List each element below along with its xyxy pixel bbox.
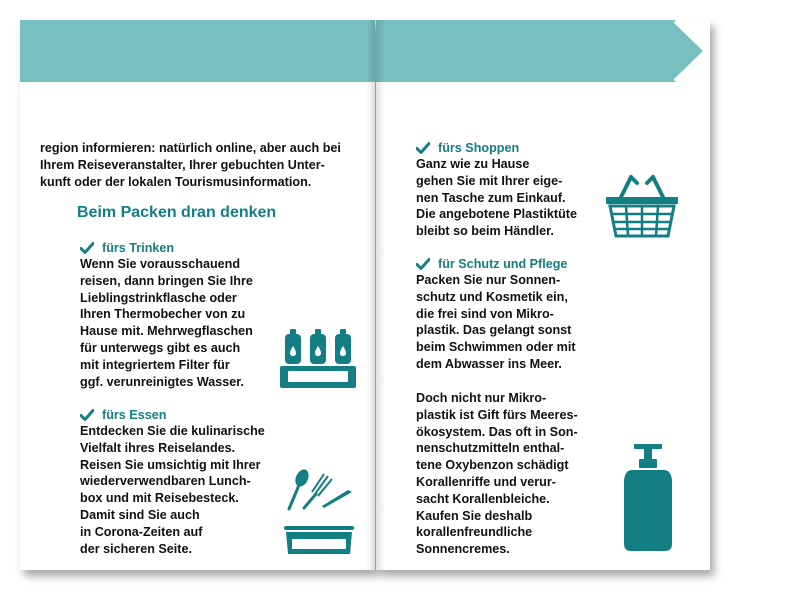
body-line: Entdecken Sie die kulinarische <box>80 424 265 438</box>
item-title: fürs Shoppen <box>438 141 520 155</box>
body-line: bleibt so beim Händler. <box>416 224 554 239</box>
body-line: die frei sind von Mikro- <box>416 306 554 321</box>
body-line: Korallenriffe und verur- <box>416 474 556 489</box>
body-line: mit integriertem Filter für <box>80 357 230 372</box>
left-page-banner <box>20 20 375 82</box>
body-line: Ihren Thermobecher von zu <box>80 307 246 322</box>
body-line: Doch nicht nur Mikro- <box>416 391 547 405</box>
body-line: Packen Sie nur Sonnen- <box>416 273 561 287</box>
checkmark-icon <box>80 241 94 255</box>
body-line: ökosystem. Das oft in Son- <box>416 424 578 439</box>
intro-line: Ihrem Reiseveranstalter, Ihrer gebuchten Unter- <box>40 157 325 172</box>
body-line: schutz und Kosmetik ein, <box>416 289 568 304</box>
checkmark-icon <box>416 141 430 155</box>
body-line: in Corona-Zeiten auf <box>80 524 203 539</box>
right-page-banner <box>376 20 710 82</box>
body-line: Die angebotene Plastiktüte <box>416 207 577 222</box>
body-line: für unterwegs gibt es auch <box>80 340 241 355</box>
body-line: reisen, dann bringen Sie Ihre <box>80 273 253 288</box>
body-line: Kaufen Sie deshalb <box>416 508 533 523</box>
body-line: Wenn Sie vorausschauend <box>80 257 241 271</box>
body-line: dem Abwasser ins Meer. <box>416 356 562 371</box>
body-line: sacht Korallenbleiche. <box>416 491 550 506</box>
item-heading <box>416 256 636 272</box>
left-page <box>20 20 375 570</box>
body-line: plastik ist Gift fürs Meeres- <box>416 407 578 422</box>
item-title: fürs Trinken <box>102 241 175 255</box>
item-schutz-pflege <box>416 256 636 373</box>
body-line: box und mit Reisebesteck. <box>80 491 239 506</box>
shopping-basket-icon <box>604 173 680 239</box>
body-line: der sicheren Seite. <box>80 541 192 556</box>
item-title: fürs Essen <box>102 408 167 422</box>
body-line: korallenfreundliche <box>416 525 533 540</box>
item-heading <box>416 140 626 156</box>
body-line: beim Schwimmen oder mit <box>416 340 576 355</box>
item-trinken <box>80 240 280 390</box>
item-shoppen <box>416 140 626 240</box>
pump-bottle-icon <box>622 444 674 552</box>
cutlery-lunchbox-icon <box>282 466 358 556</box>
body-line: tene Oxybenzon schädigt <box>416 458 569 473</box>
body-line: Lieblingstrinkflasche oder <box>80 290 237 305</box>
body-line: ggf. verunreinigtes Wasser. <box>80 374 245 389</box>
checkmark-icon <box>80 408 94 422</box>
item-title: für Schutz und Pflege <box>438 257 568 271</box>
body-line: Sonnencremes. <box>416 542 510 557</box>
body-line: Ganz wie zu Hause <box>416 157 530 171</box>
checkmark-icon <box>416 257 430 271</box>
intro-line: kunft oder der lokalen Tourismusinformation. <box>40 174 312 189</box>
body-line: gehen Sie mit Ihrer eige- <box>416 173 563 188</box>
body-line: nenschutzmitteln enthal- <box>416 441 565 456</box>
body-line: plastik. Das gelangt sonst <box>416 323 572 338</box>
bottle-crate-icon <box>280 328 356 388</box>
body-line: nen Tasche zum Einkauf. <box>416 190 566 205</box>
body-line: Damit sind Sie auch <box>80 507 200 522</box>
right-page <box>376 20 710 570</box>
body-line: Reisen Sie umsichtig mit Ihrer <box>80 457 261 472</box>
item-heading <box>80 240 280 256</box>
intro-line: region informieren: natürlich online, aber auch bei <box>40 141 341 155</box>
closing-paragraph <box>416 390 626 558</box>
intro-paragraph <box>40 140 360 190</box>
body-line: Hause mit. Mehrwegflaschen <box>80 324 253 339</box>
body-line: Vielfalt ihres Reiselandes. <box>80 440 236 455</box>
body-line: wiederverwendbaren Lunch- <box>80 474 251 489</box>
item-heading <box>80 407 295 423</box>
section-heading: Beim Packen dran denken <box>77 204 277 221</box>
item-essen <box>80 407 295 557</box>
